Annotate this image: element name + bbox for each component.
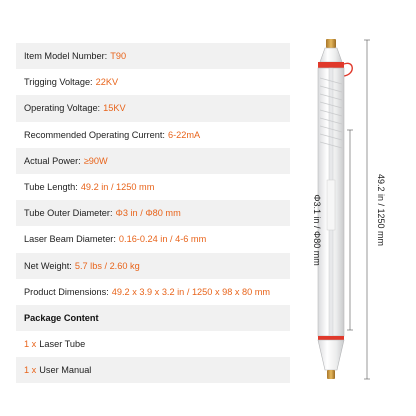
laser-tube-drawing xyxy=(290,30,416,390)
spec-row-net-weight xyxy=(16,253,290,279)
spec-label: Laser Beam Diameter: xyxy=(24,234,116,245)
spec-value: 6-22mA xyxy=(167,129,201,140)
spec-row-operating-voltage xyxy=(16,95,290,121)
spec-row-model xyxy=(16,43,290,69)
package-item-name: User Manual xyxy=(39,365,92,376)
red-wire-loop xyxy=(344,63,352,76)
spec-row-tube-length xyxy=(16,174,290,200)
spec-label: Net Weight: xyxy=(24,260,72,271)
spec-value: 22KV xyxy=(95,77,119,88)
package-item-qty: 1 x xyxy=(24,339,37,350)
spec-value: 49.2 x 3.9 x 3.2 in / 1250 x 98 x 80 mm xyxy=(111,286,271,297)
diameter-label: Φ3.1 in / Φ80 mm xyxy=(312,194,322,266)
spec-value: 0.16-0.24 in / 4-6 mm xyxy=(118,234,207,245)
spec-table xyxy=(16,43,290,383)
spec-value: 15KV xyxy=(103,103,126,114)
spec-label: Tube Length: xyxy=(24,182,78,193)
spec-value: Φ3 in / Φ80 mm xyxy=(115,208,181,219)
package-item-name: Laser Tube xyxy=(39,339,86,350)
top-brass-cap xyxy=(326,39,336,48)
spec-row-product-dimensions xyxy=(16,279,290,305)
spec-label: Operating Voltage: xyxy=(24,103,101,114)
spec-label: Actual Power: xyxy=(24,155,81,166)
spec-label: Item Model Number: xyxy=(24,51,108,62)
label-strip xyxy=(327,180,335,230)
spec-row-beam-diameter xyxy=(16,226,290,252)
top-cone xyxy=(320,48,342,62)
spec-value: 5.7 lbs / 2.60 kg xyxy=(74,260,140,271)
spec-label: Recommended Operating Current: xyxy=(24,129,165,140)
spec-label: Trigging Voltage: xyxy=(24,77,93,88)
bottom-cone xyxy=(318,340,344,370)
laser-tube-illustration xyxy=(290,30,416,390)
spec-label: Tube Outer Diameter: xyxy=(24,208,113,219)
spec-row-outer-diameter xyxy=(16,200,290,226)
package-item-row xyxy=(16,357,290,383)
spec-row-trigging-voltage xyxy=(16,69,290,95)
bottom-brass-cap xyxy=(327,370,335,379)
spec-value: T90 xyxy=(110,51,127,62)
package-content-heading: Package Content xyxy=(24,312,99,323)
spec-value: ≥90W xyxy=(83,155,108,166)
spec-row-operating-current xyxy=(16,122,290,148)
spec-label: Product Dimensions: xyxy=(24,286,109,297)
top-red-collar xyxy=(318,62,344,68)
package-content-heading-row xyxy=(16,305,290,331)
bottom-red-band xyxy=(318,336,344,340)
package-item-qty: 1 x xyxy=(24,365,37,376)
package-item-row xyxy=(16,331,290,357)
spec-value: 49.2 in / 1250 mm xyxy=(80,182,155,193)
spec-row-actual-power xyxy=(16,148,290,174)
length-label: 49.2 in / 1250 mm xyxy=(376,173,386,247)
